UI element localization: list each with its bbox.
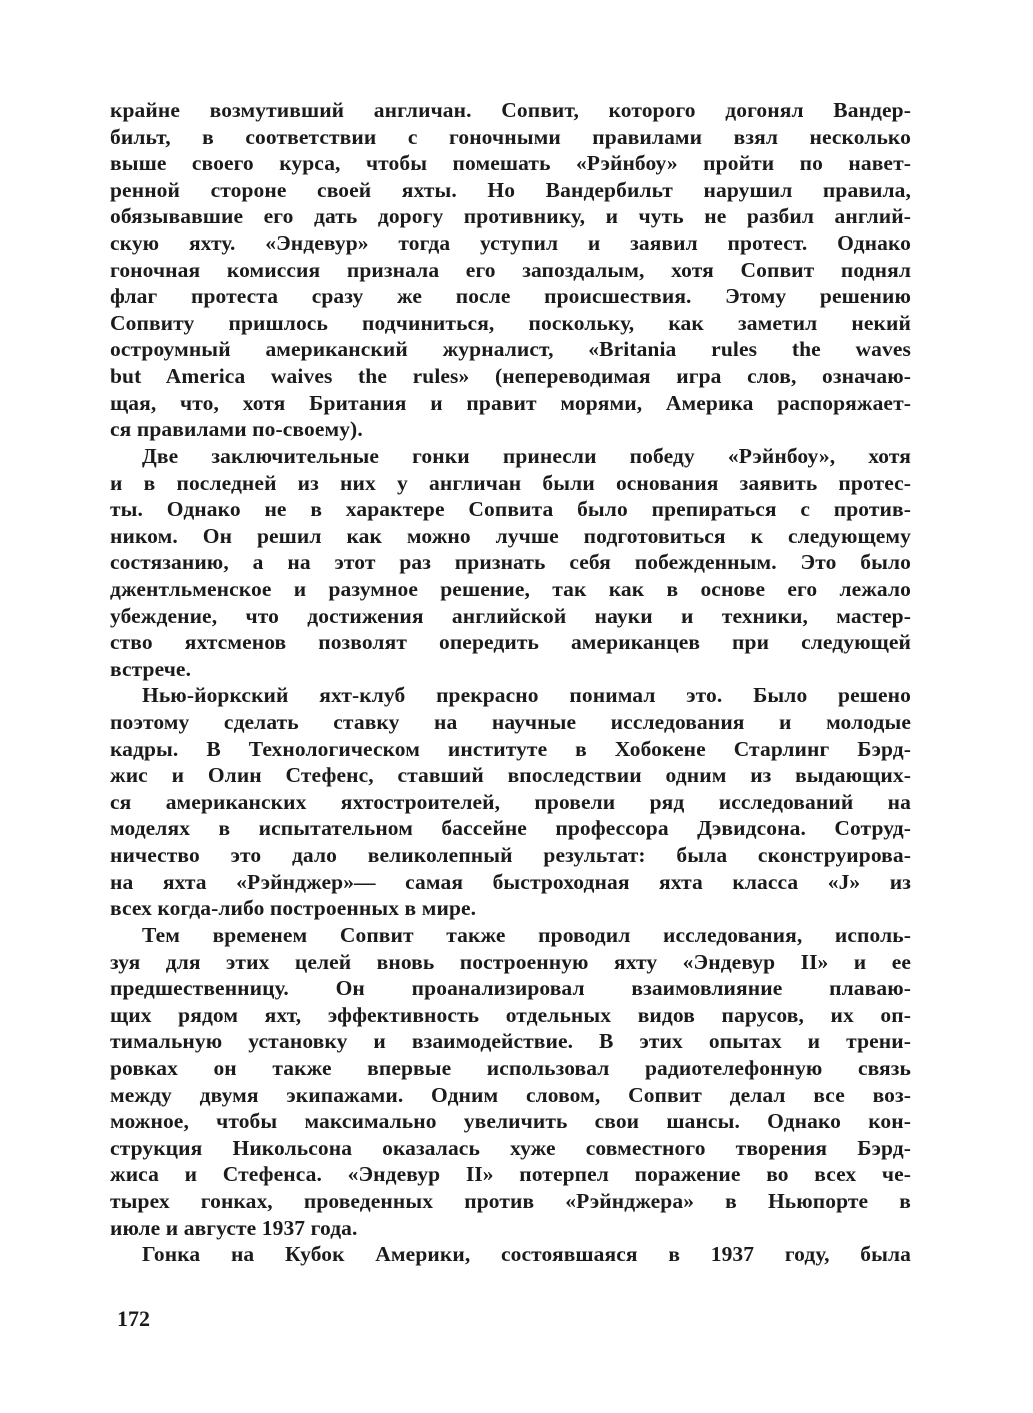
paragraph	[110, 922, 911, 1241]
paragraph	[110, 443, 911, 682]
text-line: гоночная комиссия признала его запоздалым, хотя Сопвит поднял	[110, 257, 911, 282]
text-line: ничество это дало великолепный результат: была сконструирова-	[110, 843, 911, 868]
page-number: 172	[117, 1306, 150, 1331]
text-line: скую яхту. «Эндевур» тогда уступил и заявил протест. Однако	[110, 231, 911, 256]
text-line: but America waives the rules» (непереводимая игра слов, означаю-	[110, 364, 911, 389]
text-line: ником. Он решил как можно лучше подготовиться к следующему	[110, 523, 911, 548]
text-line: ся правилами по-своему).	[110, 417, 363, 442]
text-line: джентльменское и разумное решение, так как в основе его лежало	[110, 576, 911, 601]
text-line: выше своего курса, чтобы помешать «Рэйнбоу» пройти по навет-	[110, 151, 911, 176]
text-line: всех когда-либо построенных в мире.	[110, 896, 477, 921]
paragraph	[110, 682, 911, 921]
text-line: можное, чтобы максимально увеличить свои шансы. Однако кон-	[110, 1109, 911, 1134]
text-line: бильт, в соответствии с гоночными правилами взял несколько	[110, 124, 911, 149]
text-line: убеждение, что достижения английской науки и техники, мастер-	[110, 603, 911, 628]
paragraph	[110, 97, 911, 443]
text-line: жис и Олин Стефенс, ставший впоследствии одним из выдающих-	[110, 763, 911, 788]
text-line: предшественницу. Он проанализировал взаимовлияние плаваю-	[110, 976, 911, 1001]
text-line: жиса и Стефенса. «Эндевур II» потерпел поражение во всех че-	[110, 1162, 911, 1187]
text-line: щая, что, хотя Британия и правит морями, Америка распоряжает-	[110, 390, 911, 415]
text-line: обязывавшие его дать дорогу противнику, и чуть не разбил англий-	[110, 204, 911, 229]
text-line: Тем временем Сопвит также проводил исследования, исполь-	[142, 922, 911, 947]
text-line: струкция Никольсона оказалась хуже совместного творения Бэрд-	[110, 1135, 911, 1160]
text-line: крайне возмутивший англичан. Сопвит, которого догонял Вандер-	[110, 98, 911, 122]
text-line: зуя для этих целей вновь построенную яхту «Эндевур II» и ее	[110, 949, 911, 974]
page-text-block	[110, 97, 911, 1268]
text-line: Две заключительные гонки принесли победу «Рэйнбоу», хотя	[142, 443, 911, 468]
text-line: ренной стороне своей яхты. Но Вандербильт нарушил правила,	[110, 177, 911, 202]
text-line: ство яхтсменов позволят опередить американцев при следующей	[110, 630, 911, 655]
text-line: Нью-йоркский яхт-клуб прекрасно понимал это. Было решено	[142, 683, 911, 708]
text-line: тимальную установку и взаимодействие. В этих опытах и трени-	[110, 1029, 911, 1054]
text-line: встрече.	[110, 656, 192, 681]
text-line: Сопвиту пришлось подчиниться, поскольку, как заметил некий	[110, 310, 911, 335]
text-line: между двумя экипажами. Одним словом, Сопвит делал все воз-	[110, 1082, 911, 1107]
text-line: кадры. В Технологическом институте в Хобокене Старлинг Бэрд-	[110, 736, 911, 761]
text-line: Гонка на Кубок Америки, состоявшаяся в 1937 году, была	[142, 1242, 911, 1267]
text-line: июле и августе 1937 года.	[110, 1215, 358, 1240]
text-line: на яхта «Рэйнджер»— самая быстроходная яхта класса «J» из	[110, 869, 911, 894]
text-line: ровках он также впервые использовал радиотелефонную связь	[110, 1055, 911, 1080]
text-line: тырех гонках, проведенных против «Рэйнджера» в Ньюпорте в	[110, 1188, 911, 1213]
paragraph	[110, 1241, 911, 1268]
text-line: ты. Однако не в характере Сопвита было препираться с против-	[110, 497, 911, 522]
text-line: моделях в испытательном бассейне профессора Дэвидсона. Сотруд-	[110, 816, 911, 841]
text-line: ся американских яхтостроителей, провели ряд исследований на	[110, 789, 911, 814]
text-line: и в последней из них у англичан были основания заявить протес-	[110, 470, 911, 495]
text-line: флаг протеста сразу же после происшествия. Этому решению	[110, 284, 911, 309]
text-line: состязанию, а на этот раз признать себя побежденным. Это было	[110, 550, 911, 575]
text-line: остроумный американский журналист, «Britania rules the waves	[110, 337, 911, 362]
text-line: щих рядом яхт, эффективность отдельных видов парусов, их оп-	[110, 1002, 911, 1027]
text-line: поэтому сделать ставку на научные исследования и молодые	[110, 710, 911, 735]
